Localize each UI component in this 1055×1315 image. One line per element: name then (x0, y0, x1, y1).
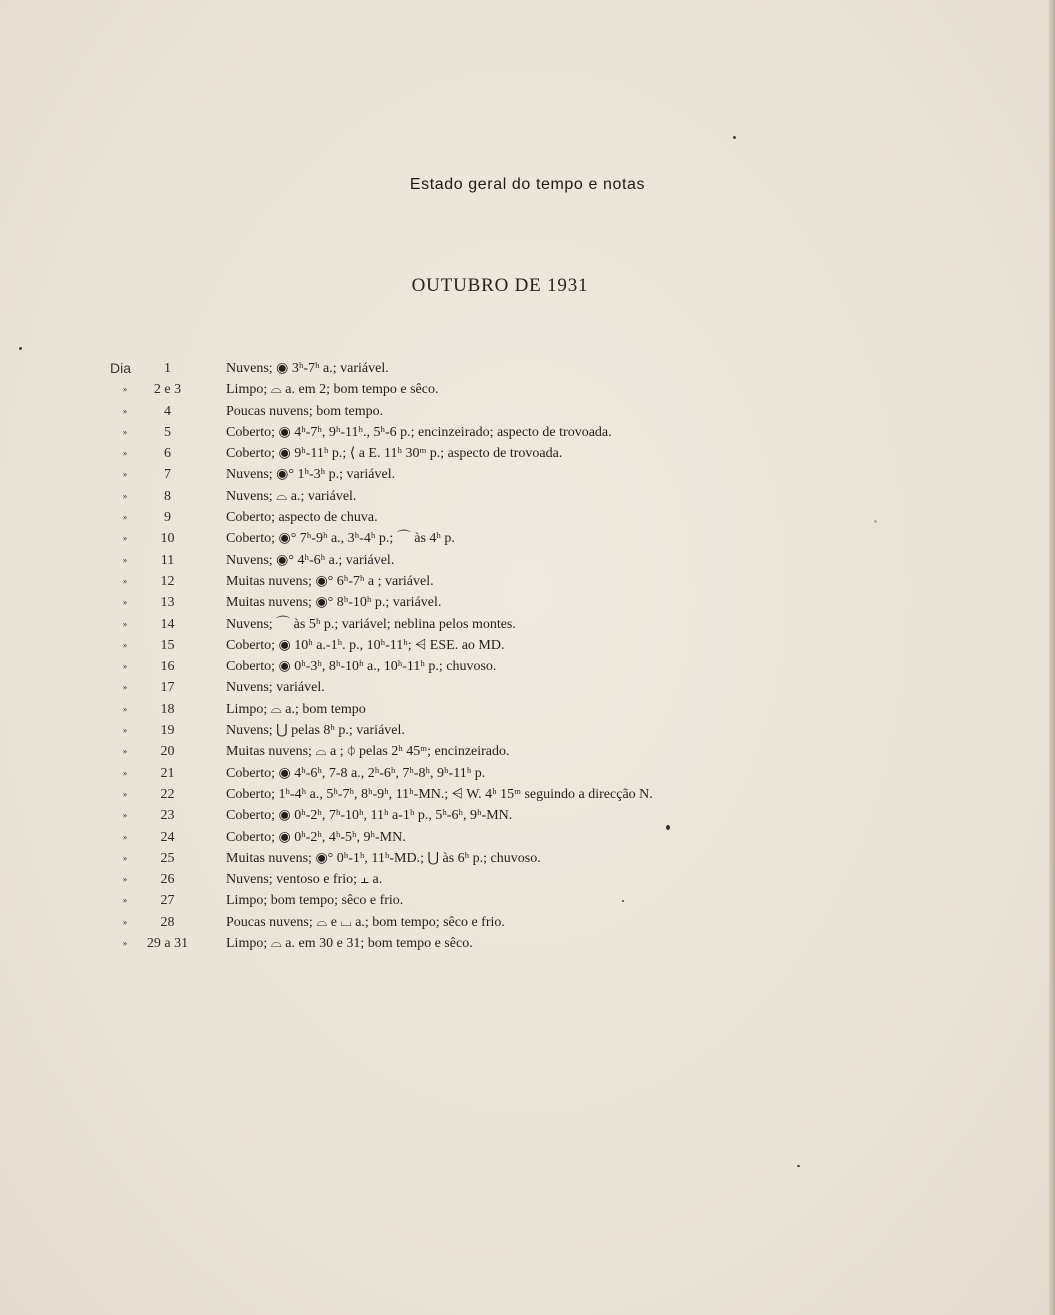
month-title: OUTUBRO DE 1931 (411, 275, 589, 296)
ditto-mark: » (122, 533, 128, 544)
list-item (0, 848, 1055, 869)
weather-description: Nuvens; ◉° 1ʰ-3ʰ p.; variável. (226, 467, 396, 483)
list-item (0, 464, 1055, 485)
day-number: 15 (160, 637, 175, 653)
ditto-mark: » (122, 661, 128, 672)
weather-description: Nuvens; ventoso e frio; ⫠ a. (226, 872, 383, 888)
ditto-mark: » (122, 618, 128, 629)
list-item (0, 379, 1055, 400)
weather-description: Coberto; ◉ 10ʰ a.-1ʰ. p., 10ʰ-11ʰ; ⩤ ESE. ao MD. (226, 637, 505, 653)
ditto-mark: » (122, 703, 128, 714)
day-number: 21 (160, 765, 175, 781)
weather-description: Muitas nuvens; ◉° 6ʰ-7ʰ a ; variável. (226, 573, 434, 589)
day-number: 7 (164, 467, 171, 483)
list-item (0, 763, 1055, 784)
ditto-mark: » (122, 469, 128, 480)
ditto-mark: » (122, 490, 128, 501)
weather-description: Coberto; ◉° 7ʰ-9ʰ a., 3ʰ-4ʰ p.; ⌒ às 4ʰ p. (226, 531, 455, 547)
weather-description: Nuvens; ⌒ às 5ʰ p.; variável; neblina pelos montes. (226, 616, 516, 632)
list-item (0, 699, 1055, 720)
list-item (0, 592, 1055, 613)
paper-speck (19, 347, 22, 350)
day-number: 25 (160, 850, 175, 866)
ditto-mark: » (122, 554, 128, 565)
ditto-mark: » (122, 788, 128, 799)
day-number: 4 (164, 403, 171, 419)
ditto-mark: » (122, 895, 128, 906)
ditto-mark: » (122, 405, 128, 416)
weather-description: Coberto; ◉ 0ʰ-3ʰ, 8ʰ-10ʰ a., 10ʰ-11ʰ p.; chuvoso. (226, 659, 497, 675)
list-item (0, 890, 1055, 911)
day-number: 22 (160, 786, 175, 802)
day-number: 6 (164, 446, 171, 462)
day-number: 13 (160, 595, 175, 611)
ditto-mark: » (122, 810, 128, 821)
paper-speck (733, 136, 736, 139)
weather-description: Coberto; ◉ 9ʰ-11ʰ p.; ⟨ a E. 11ʰ 30ᵐ p.; aspecto de trovoada. (226, 446, 563, 462)
section-heading: Estado geral do tempo e notas (409, 176, 646, 193)
list-item (0, 486, 1055, 507)
ditto-mark: » (122, 426, 128, 437)
ditto-mark: » (122, 938, 128, 949)
day-number: 8 (164, 488, 171, 504)
day-number: 12 (160, 573, 175, 589)
day-number: 5 (164, 424, 171, 440)
ditto-mark: » (122, 831, 128, 842)
weather-description: Nuvens; ◉ 3ʰ-7ʰ a.; variável. (226, 361, 389, 376)
list-item (0, 443, 1055, 464)
list-item (0, 805, 1055, 826)
paper-speck (622, 900, 624, 902)
list-item (0, 507, 1055, 528)
day-number: 14 (160, 616, 175, 632)
weather-description: Nuvens; variável. (226, 680, 325, 696)
list-item (0, 358, 1055, 379)
list-item (0, 912, 1055, 933)
list-item (0, 720, 1055, 741)
ditto-mark: » (122, 874, 128, 885)
list-item (0, 635, 1055, 656)
ditto-mark: » (122, 852, 128, 863)
day-number: 27 (160, 893, 175, 909)
day-number: 23 (160, 808, 175, 824)
ditto-mark: » (122, 448, 128, 459)
ditto-mark: » (122, 725, 128, 736)
weather-description: Nuvens; ⌓ a.; variável. (226, 488, 357, 504)
weather-description: Limpo; bom tempo; sêco e frio. (226, 893, 404, 909)
weather-description: Coberto; ◉ 4ʰ-6ʰ, 7-8 a., 2ʰ-6ʰ, 7ʰ-8ʰ, 9ʰ-11ʰ p. (226, 765, 486, 781)
ditto-mark: » (122, 746, 128, 757)
day-number: 28 (160, 914, 175, 930)
ditto-mark: » (122, 639, 128, 650)
weather-description: Poucas nuvens; bom tempo. (226, 403, 384, 419)
ditto-mark: » (122, 916, 128, 927)
list-item (0, 401, 1055, 422)
weather-description: Muitas nuvens; ◉° 8ʰ-10ʰ p.; variável. (226, 595, 442, 611)
list-item (0, 784, 1055, 805)
weather-description: Poucas nuvens; ⌓ e ⌴ a.; bom tempo; sêco e frio. (226, 914, 505, 930)
weather-description: Limpo; ⌓ a.; bom tempo (226, 701, 366, 717)
weather-description: Limpo; ⌓ a. em 2; bom tempo e sêco. (226, 382, 439, 398)
list-item (0, 571, 1055, 592)
list-item (0, 550, 1055, 571)
weather-description: Coberto; aspecto de chuva. (226, 510, 378, 526)
ditto-mark: » (122, 682, 128, 693)
weather-description: Nuvens; ⋃ pelas 8ʰ p.; variável. (226, 723, 405, 739)
weather-description: Nuvens; ◉° 4ʰ-6ʰ a.; variável. (226, 552, 395, 568)
weather-description: Limpo; ⌓ a. em 30 e 31; bom tempo e sêco. (226, 936, 473, 952)
day-number: 26 (160, 872, 175, 888)
weather-description: Coberto; 1ʰ-4ʰ a., 5ʰ-7ʰ, 8ʰ-9ʰ, 11ʰ-MN.; ⩤ W. 4ʰ 15ᵐ seguindo a direcção N. (226, 786, 653, 802)
day-number: 9 (164, 510, 171, 526)
weather-description: Coberto; ◉ 4ʰ-7ʰ, 9ʰ-11ʰ., 5ʰ-6 p.; encinzeirado; aspecto de trovoada. (226, 424, 612, 440)
weather-description: Coberto; ◉ 0ʰ-2ʰ, 4ʰ-5ʰ, 9ʰ-MN. (226, 829, 406, 845)
day-number: 11 (160, 552, 175, 568)
list-item (0, 422, 1055, 443)
ditto-mark: » (122, 575, 128, 586)
day-number: 20 (160, 744, 175, 760)
list-item (0, 869, 1055, 890)
day-number: 2 e 3 (153, 382, 182, 398)
ditto-mark: » (122, 767, 128, 778)
list-item (0, 741, 1055, 762)
weather-description: Muitas nuvens; ⌓ a ; ⏀ pelas 2ʰ 45ᵐ; encinzeirado. (226, 744, 510, 760)
weather-description: Muitas nuvens; ◉° 0ʰ-1ʰ, 11ʰ-MD.; ⋃ às 6ʰ p.; chuvoso. (226, 850, 541, 866)
day-number: 16 (160, 659, 175, 675)
ditto-mark: » (122, 512, 128, 523)
weather-entries-list (0, 358, 1055, 954)
list-item (0, 827, 1055, 848)
ditto-mark: » (122, 384, 128, 395)
list-item (0, 614, 1055, 635)
paper-speck (666, 825, 670, 830)
day-number: 17 (160, 680, 175, 696)
list-item (0, 528, 1055, 549)
paper-speck (874, 520, 877, 523)
dia-label: Dia (110, 360, 132, 376)
day-number: 19 (160, 723, 175, 739)
day-number: 29 a 31 (146, 936, 189, 952)
weather-description: Coberto; ◉ 0ʰ-2ʰ, 7ʰ-10ʰ, 11ʰ a-1ʰ p., 5ʰ-6ʰ, 9ʰ-MN. (226, 808, 513, 824)
day-number: 1 (164, 361, 171, 376)
day-number: 10 (160, 531, 175, 547)
ditto-mark: » (122, 597, 128, 608)
list-item (0, 677, 1055, 698)
list-item (0, 656, 1055, 677)
day-number: 24 (160, 829, 175, 845)
list-item (0, 933, 1055, 954)
paper-speck (797, 1165, 800, 1167)
day-number: 18 (160, 701, 175, 717)
